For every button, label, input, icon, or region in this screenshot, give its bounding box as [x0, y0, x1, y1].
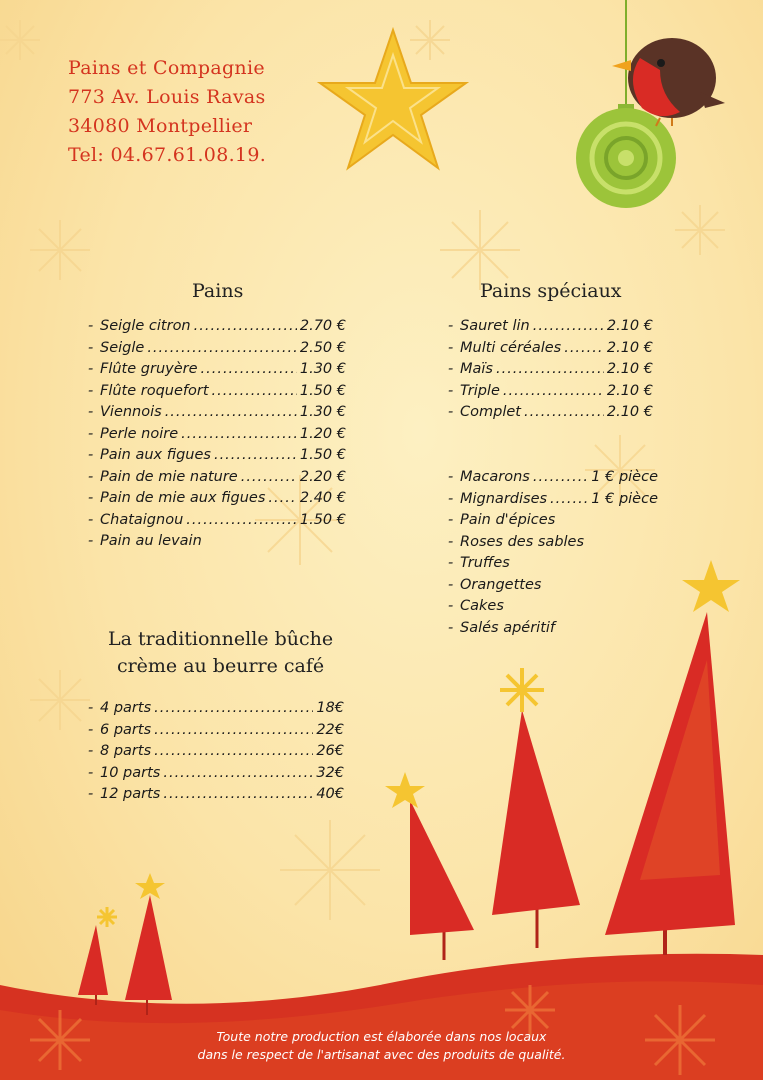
list-item: - Sauret lin ..... 2.10 €	[448, 316, 653, 338]
buche-title	[108, 626, 333, 680]
pains-list	[88, 316, 346, 553]
buche-list	[88, 698, 344, 806]
list-item: - Mignardises ..... 1 € pièce	[448, 489, 658, 511]
list-item: - Perle noire ..... 1.20 €	[88, 424, 346, 446]
buche-title-line1: La traditionnelle bûche	[108, 628, 334, 650]
list-item: - 6 parts ..... 22€	[88, 720, 344, 742]
list-item: - Salés apéritif	[448, 619, 556, 636]
list-item: - Seigle ..... 2.50 €	[88, 338, 346, 360]
pains-title: Pains	[192, 280, 244, 302]
list-item: - 10 parts ..... 32€	[88, 763, 344, 785]
speciaux-list	[448, 316, 653, 424]
buche-title-line2: crème au beurre café	[116, 655, 325, 677]
list-item: - Viennois ..... 1.30 €	[88, 402, 346, 424]
list-item: - Pain au levain	[88, 533, 202, 549]
list-item: - Complet ..... 2.10 €	[448, 402, 653, 424]
shop-address: 773 Av. Louis Ravas	[68, 86, 266, 108]
list-item: - Truffes	[448, 555, 510, 571]
ornament-icon	[576, 104, 676, 208]
speciaux-title: Pains spéciaux	[480, 280, 622, 302]
list-item: - 4 parts ..... 18€	[88, 698, 344, 720]
list-item: - Orangettes	[448, 576, 542, 593]
list-item: - 8 parts ..... 26€	[88, 741, 344, 763]
footer-line1: Toute notre production est élaborée dans nos locaux	[216, 1029, 547, 1044]
list-item: - Chataignou ..... 1.50 €	[88, 510, 346, 532]
footer-line2: dans le respect de l'artisanat avec des produits de qualité.	[197, 1047, 566, 1062]
list-item: - Pain de mie nature ..... 2.20 €	[88, 467, 346, 489]
list-item: - Triple ..... 2.10 €	[448, 381, 653, 403]
list-item: - Flûte gruyère ..... 1.30 €	[88, 359, 346, 381]
extras-list	[448, 467, 658, 639]
shop-name: Pains et Compagnie	[68, 57, 265, 79]
list-item: - Macarons ..... 1 € pièce	[448, 467, 658, 489]
list-item: - Multi céréales ..... 2.10 €	[448, 338, 653, 360]
list-item: - Pain aux figues ..... 1.50 €	[88, 445, 346, 467]
shop-city: 34080 Montpellier	[68, 115, 253, 137]
list-item: - Seigle citron ..... 2.70 €	[88, 316, 346, 338]
list-item: - Pain de mie aux figues ..... 2.40 €	[88, 488, 346, 510]
list-item: - Flûte roquefort ..... 1.50 €	[88, 381, 346, 403]
list-item: - Maïs ..... 2.10 €	[448, 359, 653, 381]
star-icon	[320, 30, 466, 168]
list-item: - Roses des sables	[448, 533, 585, 550]
list-item: - Cakes	[448, 598, 504, 614]
shop-phone: Tel: 04.67.61.08.19.	[68, 144, 267, 166]
footer-note	[0, 1028, 763, 1064]
list-item: - Pain d'épices	[448, 512, 556, 528]
list-item: - 12 parts ..... 40€	[88, 784, 344, 806]
shop-header	[68, 54, 266, 170]
